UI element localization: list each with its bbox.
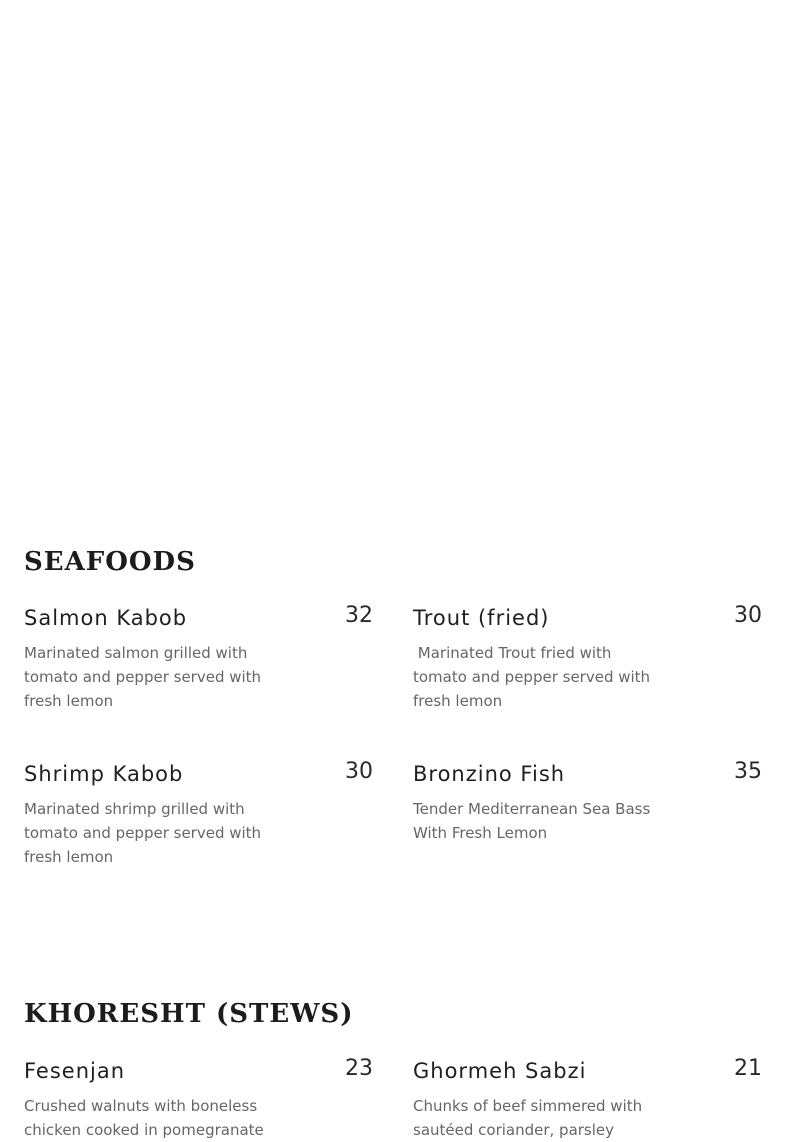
item-name: Trout (fried) (413, 606, 550, 630)
item-price: 30 (734, 603, 762, 628)
item-description: Marinated shrimp grilled with tomato and pepper served with fresh lemon (24, 800, 266, 866)
item-description: Crushed walnuts with boneless chicken cooked in pomegranate (24, 1097, 264, 1139)
section-title-khoresht-stews: KHORESHT (STEWS) (24, 999, 354, 1029)
item-description: Marinated Trout fried with tomato and pepper served with fresh lemon (413, 644, 655, 710)
item-name: Salmon Kabob (24, 606, 188, 630)
item-description: Marinated salmon grilled with tomato and pepper served with fresh lemon (24, 644, 266, 710)
item-price: 23 (345, 1056, 373, 1081)
item-description: Chunks of beef simmered with sautéed coriander, parsley (413, 1097, 647, 1139)
item-name: Fesenjan (24, 1059, 126, 1083)
item-price: 21 (734, 1056, 762, 1081)
item-price: 30 (345, 759, 373, 784)
item-description: Tender Mediterranean Sea Bass With Fresh Lemon (413, 800, 656, 842)
item-price: 35 (734, 759, 762, 784)
section-title-seafoods: SEAFOODS (24, 547, 196, 577)
item-name: Shrimp Kabob (24, 762, 184, 786)
item-name: Bronzino Fish (413, 762, 566, 786)
item-price: 32 (345, 603, 373, 628)
item-name: Ghormeh Sabzi (413, 1059, 587, 1083)
